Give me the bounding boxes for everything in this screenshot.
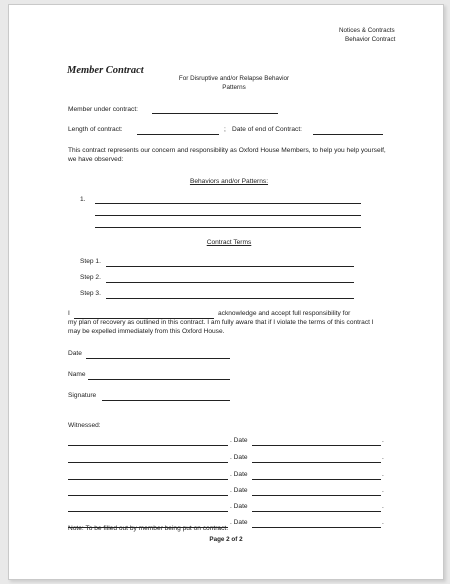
behavior-item-number: 1. xyxy=(80,196,86,203)
witness-2-field[interactable] xyxy=(68,462,228,463)
witness-3-end: . xyxy=(382,471,384,478)
end-of-contract-field[interactable] xyxy=(313,134,383,135)
witness-3-field[interactable] xyxy=(68,479,228,480)
name-label: Name xyxy=(68,371,86,378)
behavior-line-1[interactable] xyxy=(95,203,361,204)
member-under-contract-field[interactable] xyxy=(152,113,278,114)
behaviors-heading: Behaviors and/or Patterns: xyxy=(189,178,269,185)
step-1-label: Step 1. xyxy=(80,258,101,265)
witness-1-end: . xyxy=(382,437,384,444)
acknowledge-paragraph: my plan of recovery as outlined in this contract. I am fully aware that if I violate the terms of this contract I may be expelled immediately from this Oxford House. xyxy=(68,319,374,336)
witness-1-date-field[interactable] xyxy=(252,445,381,446)
witness-2-date-label: . Date xyxy=(230,454,248,461)
witness-2-date-field[interactable] xyxy=(252,462,381,463)
witness-5-end: . xyxy=(382,503,384,510)
note-text: Note: To be filled out by member being put on contract. xyxy=(68,525,229,532)
subtitle-line-2: Patterns xyxy=(222,84,246,91)
acknowledge-text: acknowledge and accept full responsibility for xyxy=(218,310,351,317)
document-title: Member Contract xyxy=(67,65,144,76)
subtitle-line-1: For Disruptive and/or Relapse Behavior xyxy=(178,75,290,82)
witness-4-date-label: . Date xyxy=(230,487,248,494)
document-page xyxy=(8,4,444,580)
witness-6-end: . xyxy=(382,519,384,526)
header-document-name: Behavior Contract xyxy=(345,36,396,43)
date-field[interactable] xyxy=(86,358,230,359)
name-field[interactable] xyxy=(88,379,230,380)
step-2-label: Step 2. xyxy=(80,274,101,281)
end-of-contract-label: Date of end of Contract: xyxy=(232,126,303,133)
page-number: Page 2 of 2 xyxy=(209,536,243,543)
witness-4-field[interactable] xyxy=(68,495,228,496)
behavior-line-2[interactable] xyxy=(95,215,361,216)
witness-2-end: . xyxy=(382,454,384,461)
contract-terms-heading: Contract Terms xyxy=(206,239,252,246)
step-1-field[interactable] xyxy=(106,266,354,267)
signature-label: Signature xyxy=(68,392,97,399)
signature-field[interactable] xyxy=(102,400,230,401)
acknowledge-prefix: I xyxy=(68,310,70,317)
behavior-line-3[interactable] xyxy=(95,227,361,228)
date-label: Date xyxy=(68,350,82,357)
witness-6-date-label: . Date xyxy=(230,519,248,526)
length-of-contract-field[interactable] xyxy=(137,134,219,135)
witnessed-label: Witnessed: xyxy=(68,422,101,429)
step-3-label: Step 3. xyxy=(80,290,101,297)
separator-semicolon: ; xyxy=(224,126,226,133)
witness-1-field[interactable] xyxy=(68,445,228,446)
length-of-contract-label: Length of contract: xyxy=(68,126,123,133)
witness-5-date-field[interactable] xyxy=(252,511,381,512)
member-under-contract-label: Member under contract: xyxy=(68,106,138,113)
step-2-field[interactable] xyxy=(106,282,354,283)
witness-3-date-label: . Date xyxy=(230,471,248,478)
witness-4-date-field[interactable] xyxy=(252,495,381,496)
witness-6-date-field[interactable] xyxy=(252,527,381,528)
witness-3-date-field[interactable] xyxy=(252,479,381,480)
witness-4-end: . xyxy=(382,487,384,494)
header-category: Notices & Contracts xyxy=(339,27,395,34)
witness-5-field[interactable] xyxy=(68,511,228,512)
step-3-field[interactable] xyxy=(106,298,354,299)
intro-paragraph: This contract represents our concern and responsibility as Oxford House Members, to help you help yourself, we have observed: xyxy=(68,147,386,164)
witness-5-date-label: . Date xyxy=(230,503,248,510)
witness-1-date-label: . Date xyxy=(230,437,248,444)
